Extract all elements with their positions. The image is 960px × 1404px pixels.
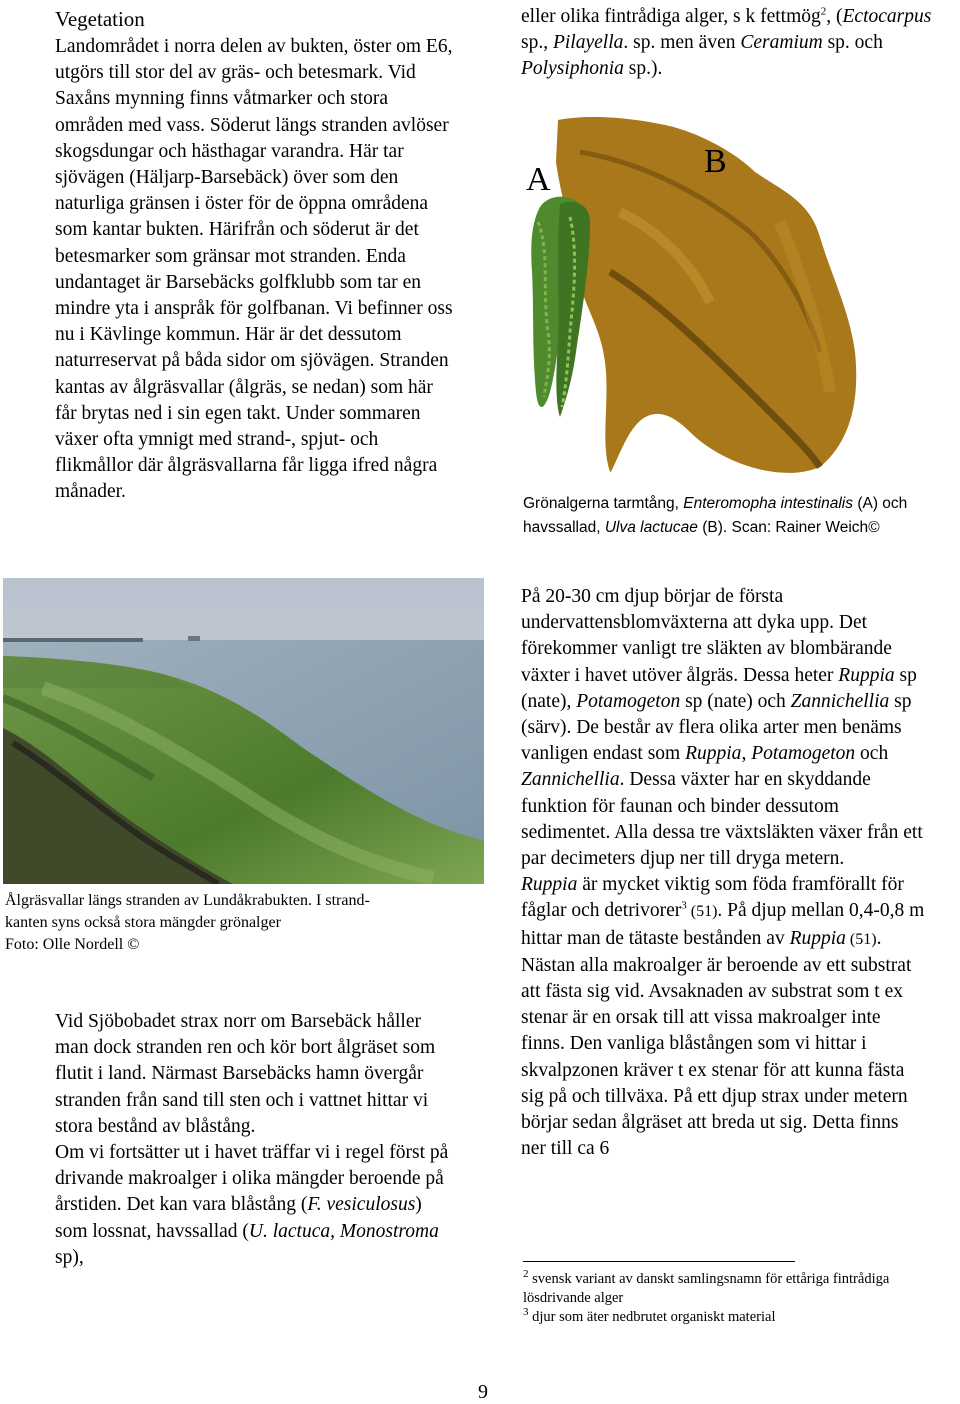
body-paragraph-1: Landområdet i norra delen av bukten, öster om E6, utgörs till stor del av gräs- och betesmark. Vid Saxåns mynning finns våtmarker och stora områden med vass. Söderut längs stranden avlöser skogsdungar och hästhagar varandra. Här tar sjövägen (Häljarp-Barsebäck) över som den naturliga gränsen i öster för de öppna områdena som kantar bukten. Härifrån och söderut är det betesmarker som gränsar mot stranden. Enda undantaget är Barsebäcks golfklubb som tar en mindre yta i anspråk för golfbanan. Vi befinner oss nu i Kävlinge kommun. Här är det dessutom naturreservat på båda sidor om sjövägen. Stranden kantas av ålgräsvallar (ålgräs, se nedan) som här får brytas ned i sin egen takt. Under sommaren växer ofta ymnigt med strand-, spjut- och flikmållor där ålgräsvallarna får ligga ifred några månader. [55,36,453,503]
figure-label-a: A [526,161,551,198]
figure-label-b: B [704,143,727,180]
right-top-paragraph: eller olika fintrådiga alger, s k fettmög$^2$, (Ectocarpus sp., Pilayella. sp. men även Ceramium sp. och Polysiphonia sp.). [521,5,932,80]
algae-figure-graphic [520,112,940,484]
body-paragraph-3: Om vi fortsätter ut i havet träffar vi i regel först på drivande makroalger i olika mängder beroende på årstiden. Det kan vara blåstång (F. vesiculosus) som lossnat, havssallad (U. lactuca, Monostroma sp), [55,1142,449,1268]
algae-caption: Grönalgerna tarmtång, Enteromopha intestinalis (A) och havssallad, Ulva lactucae (B). Scan: Rainer Weich© [523,495,908,536]
copyright-icon: © [127,936,140,953]
right-body [521,584,926,1162]
algae-figure [520,112,940,484]
footnotes [523,1270,923,1327]
right-paragraph-1: På 20-30 cm djup börjar de första undervattensblomväxterna att dyka upp. Det förekommer vanligt tre släkten av blombärande växter i havet utöver ålgräs. Dessa heter Ruppia sp (nate), Potamogeton sp (nate) och Zannichellia sp (särv). De består av flera olika arter men benäms vanligen endast som Ruppia, Potamogeton och Zannichellia. Dessa växter har en skyddande funktion för faunan och binder dessutom sedimentet. Alla dessa tre växtsläkten växer från ett par decimeters djup ner till dryga metern. [521,586,923,870]
photo-credit: Foto: Olle Nordell [5,936,124,953]
footnote-rule [523,1261,795,1262]
section-heading: Vegetation [55,7,145,31]
beach-photo [3,578,484,884]
photo-caption: Ålgräsvallar längs stranden av Lundåkrabukten. I strand- kanten syns också stora mängder grönalger Foto: Olle Nordell © [5,892,370,953]
body-paragraph-2: Vid Sjöbobadet strax norr om Barsebäck håller man dock stranden ren och kör bort ålgräset som flutit i land. Närmast Barsebäcks hamn övergår stranden från sand till sten och i vattnet hittar vi stora bestånd av blåstång. Om vi fortsätter ut i havet träffar vi i regel först på drivande makroalger i olika mängder beroende på årstiden. Det kan vara blåstång (F. vesiculosus) som lossnat, havssallad (U. lactuca, Monostroma sp), [55,1009,455,1271]
right-paragraph-2: Ruppia är mycket viktig som föda framförallt för fåglar och detrivorer$^3$ (51). På djup mellan 0,4-0,8 m hittar man de tätaste bestånden av Ruppia (51). Nästan alla makroalger är beroende av ett substrat att fästa sig vid. Avsaknaden av substrat som t ex stenar är en orsak till att vissa makroalger inte finns. Den vanliga blåstången som vi hittar i skvalpzonen kräver t ex stenar för att kunna fästa sig på och tillväxa. På ett djup strax under metern börjar sedan ålgräset att breda ut sig. Detta finns ner till ca 6 [521,874,925,1160]
page-number: 9 [478,1381,488,1403]
beach-photo-graphic [3,578,484,884]
footnote-2: $^2$ svensk variant av danskt samlingsnamn för ettåriga fintrådiga lösdrivande alger [523,1268,890,1306]
footnote-3: $^3$ djur som äter nedbrutet organiskt material [523,1306,776,1325]
copyright-icon: © [868,519,880,536]
